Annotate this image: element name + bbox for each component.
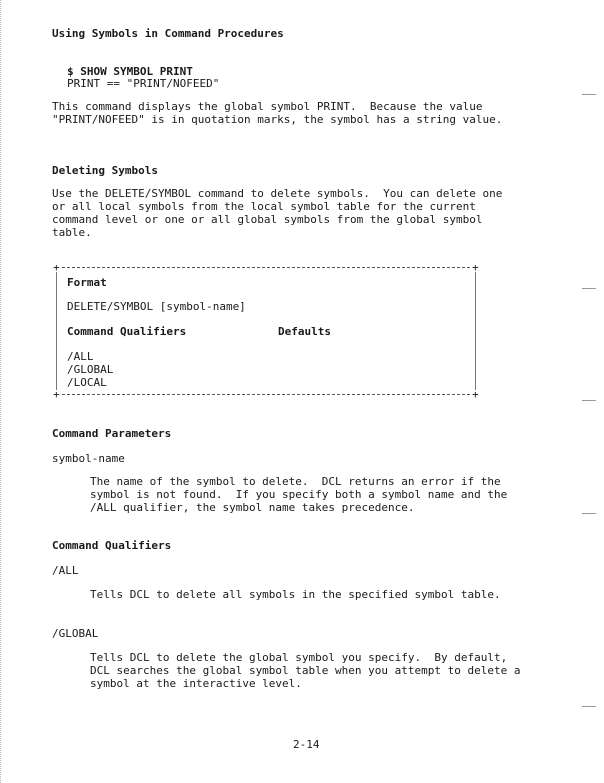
margin-mark — [582, 94, 596, 95]
qualifier-all-name: /ALL — [52, 564, 79, 577]
section-line-1: Use the DELETE/SYMBOL command to delete symbols. You can delete one — [52, 187, 503, 200]
qualifiers-label: Command Qualifiers — [67, 325, 187, 338]
section-line-4: table. — [52, 226, 92, 239]
intro-line-2: "PRINT/NOFEED" is in quotation marks, the symbol has a string value. — [52, 113, 503, 126]
format-syntax: DELETE/SYMBOL [symbol-name] — [67, 300, 246, 313]
box-top-rule — [62, 267, 470, 268]
box-corner: + — [53, 261, 60, 274]
param-desc-line-2: symbol is not found. If you specify both a symbol name and the — [90, 488, 508, 501]
qualifier-global-desc-line-1: Tells DCL to delete the global symbol you specify. By default, — [90, 651, 508, 664]
params-heading: Command Parameters — [52, 427, 172, 440]
qualifier-all-desc: Tells DCL to delete all symbols in the specified symbol table. — [90, 588, 501, 601]
page-number: 2-14 — [293, 738, 320, 751]
page-edge — [0, 0, 1, 783]
box-bottom-rule — [62, 394, 470, 395]
box-corner: + — [472, 388, 479, 401]
qualifier-item: /LOCAL — [67, 376, 107, 389]
qualifier-global-desc-line-3: symbol at the interactive level. — [90, 677, 302, 690]
section-line-3: command level or one or all global symbols from the global symbol — [52, 213, 483, 226]
box-right-border — [475, 272, 476, 390]
param-desc-line-1: The name of the symbol to delete. DCL returns an error if the — [90, 475, 501, 488]
example-command: $ SHOW SYMBOL PRINT — [67, 65, 193, 78]
section-heading: Deleting Symbols — [52, 164, 158, 177]
margin-mark — [582, 288, 596, 289]
box-corner: + — [472, 261, 479, 274]
margin-mark — [582, 706, 596, 707]
box-corner: + — [53, 388, 60, 401]
section-line-2: or all local symbols from the local symbol table for the current — [52, 200, 476, 213]
example-output: PRINT == "PRINT/NOFEED" — [67, 77, 220, 90]
margin-mark — [582, 513, 596, 514]
qualifier-item: /ALL — [67, 350, 94, 363]
qualifiers-heading: Command Qualifiers — [52, 539, 172, 552]
format-label: Format — [67, 276, 107, 289]
param-name: symbol-name — [52, 452, 125, 465]
qualifier-global-desc-line-2: DCL searches the global symbol table when you attempt to delete a — [90, 664, 521, 677]
page-heading: Using Symbols in Command Procedures — [52, 27, 284, 40]
param-desc-line-3: /ALL qualifier, the symbol name takes precedence. — [90, 501, 415, 514]
margin-mark — [582, 400, 596, 401]
intro-line-1: This command displays the global symbol PRINT. Because the value — [52, 100, 483, 113]
qualifier-item: /GLOBAL — [67, 363, 114, 376]
defaults-label: Defaults — [278, 325, 331, 338]
qualifier-global-name: /GLOBAL — [52, 627, 99, 640]
box-left-border — [56, 272, 57, 390]
